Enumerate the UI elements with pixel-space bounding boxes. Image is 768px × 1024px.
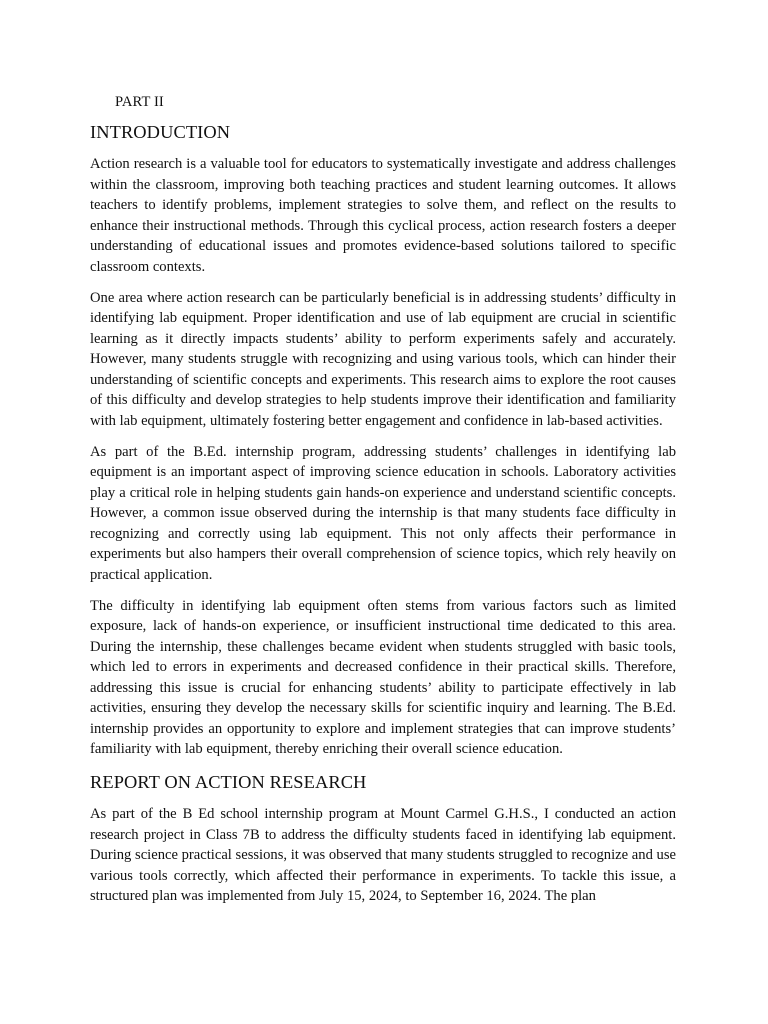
introduction-heading: INTRODUCTION — [90, 122, 231, 142]
introduction-paragraph-3: As part of the B.Ed. internship program, addressing students’ challenges in identifying lab equipment is an important aspect of improving science education in schools. Laboratory activities play a critical role in helping students gain hands-on experience and understand scientific concepts. However, a common issue observed during the internship is that many students face difficulty in recognizing and correctly using lab equipment. This not only affects their performance in experiments but also hampers their overall comprehension of science topics, which rely heavily on practical application. — [90, 443, 676, 583]
document-page — [90, 92, 676, 907]
part-label: PART II — [115, 94, 164, 110]
introduction-paragraph-2: One area where action research can be particularly beneficial is in addressing students’ difficulty in identifying lab equipment. Proper identification and use of lab equipment are crucial in scientific learning as it directly impacts students’ ability to perform experiments safely and accurately. However, many students struggle with recognizing and using various tools, which can hinder their understanding of scientific concepts and experiments. This research aims to explore the root causes of this difficulty and develop strategies to help students improve their identification and familiarity with lab equipment, ultimately fostering better engagement and confidence in lab-based activities. — [90, 289, 676, 429]
introduction-paragraph-1: Action research is a valuable tool for educators to systematically investigate and address challenges within the classroom, improving both teaching practices and student learning outcomes. It allows teachers to identify problems, implement strategies to solve them, and reflect on the results to enhance their instructional methods. Through this cyclical process, action research fosters a deeper understanding of educational issues and promotes evidence-based solutions tailored to specific classroom contexts. — [90, 156, 676, 275]
introduction-paragraph-4: The difficulty in identifying lab equipment often stems from various factors such as limited exposure, lack of hands-on experience, or insufficient instructional time dedicated to this area. During the internship, these challenges became evident when students struggled with basic tools, which led to errors in experiments and decreased confidence in their practical skills. Therefore, addressing this issue is crucial for enhancing students’ ability to participate effectively in lab activities, ensuring they develop the necessary skills for scientific inquiry and learning. The B.Ed. internship provides an opportunity to explore and implement strategies that can improve students’ familiarity with lab equipment, thereby enriching their overall science education. — [90, 597, 676, 757]
report-heading: REPORT ON ACTION RESEARCH — [90, 772, 367, 792]
report-paragraph-1: As part of the B Ed school internship program at Mount Carmel G.H.S., I conducted an action research project in Class 7B to address the difficulty students faced in identifying lab equipment. During science practical sessions, it was observed that many students struggled to recognize and use various tools correctly, which affected their performance in experiments. To tackle this issue, a structured plan was implemented from July 15, 2024, to September 16, 2024. The plan — [90, 806, 676, 904]
